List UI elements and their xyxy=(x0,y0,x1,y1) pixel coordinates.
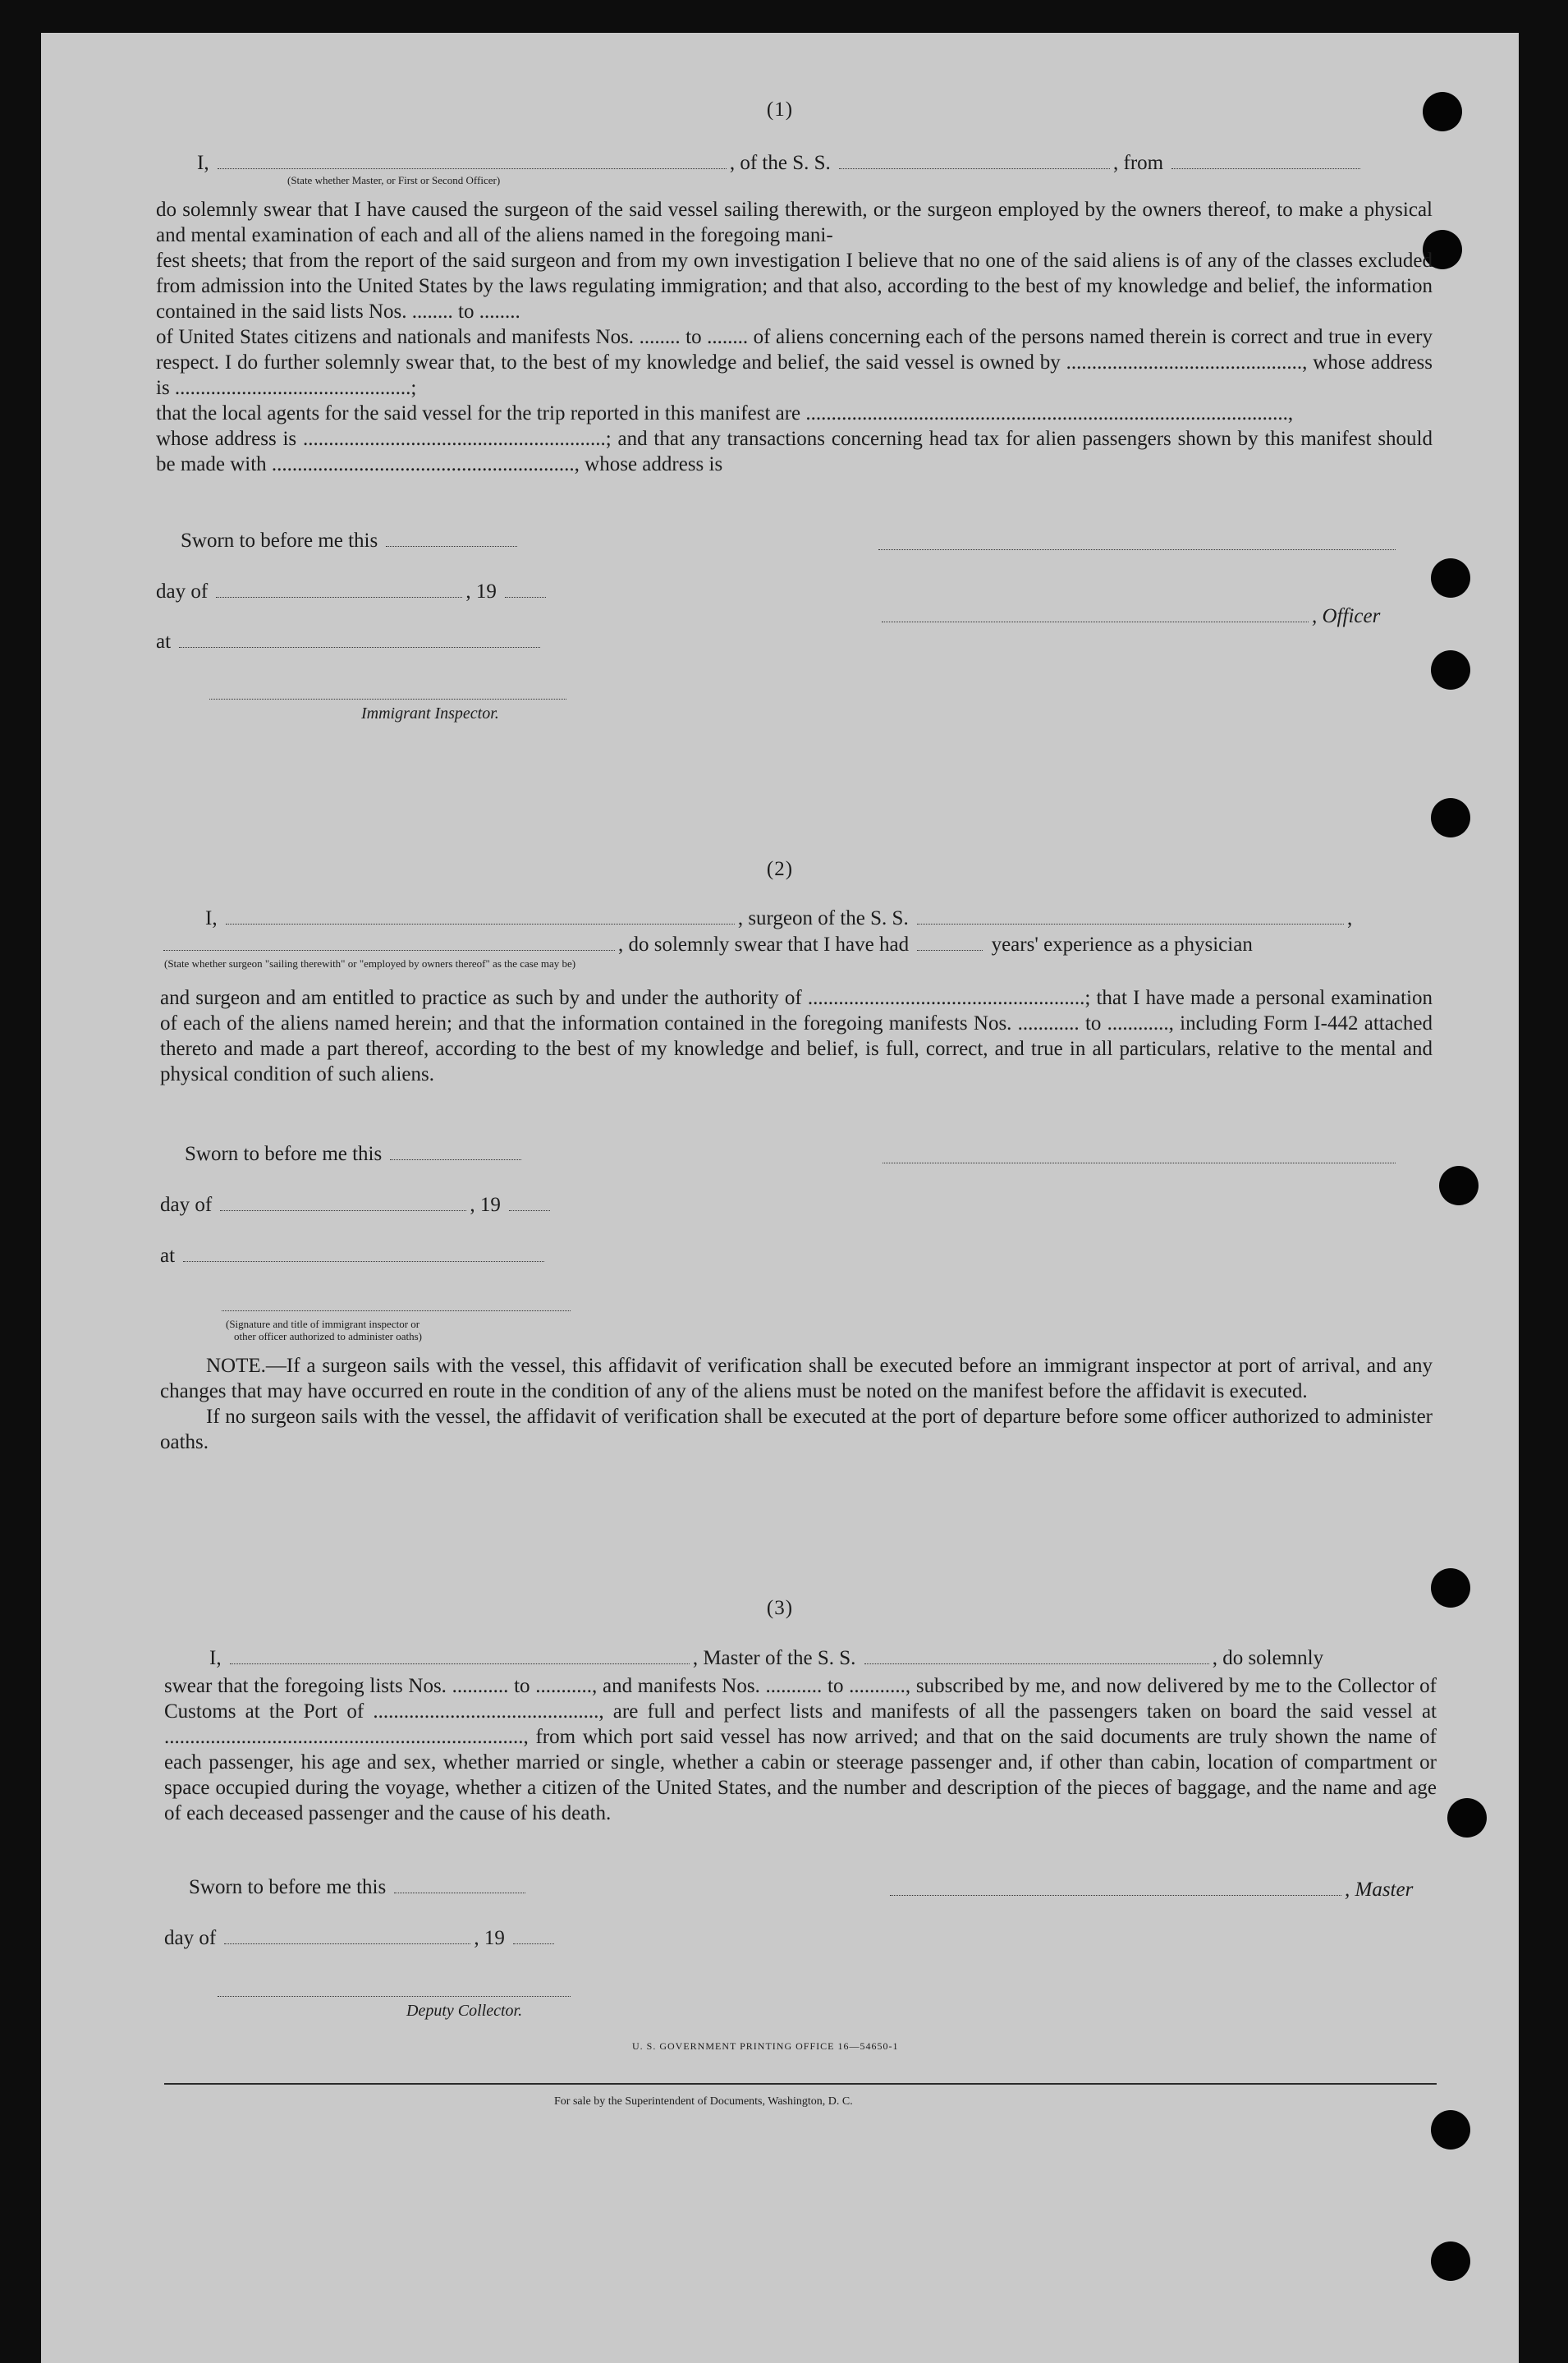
swear-label: , do solemnly xyxy=(1212,1647,1324,1669)
year-field[interactable] xyxy=(509,1194,550,1211)
master-name-field[interactable] xyxy=(230,1647,690,1664)
form-page xyxy=(41,33,1519,2363)
day-of-line xyxy=(160,1194,553,1217)
at-line xyxy=(156,631,543,654)
signature-caption-line-1: (Signature and title of immigrant inspector or xyxy=(226,1318,420,1330)
section-2-second-line xyxy=(160,934,1253,957)
officer-signature-line xyxy=(878,605,1380,628)
note-paragraph: If no surgeon sails with the vessel, the affidavit of verification shall be executed at the port of departure before some officer authorized to administer oaths. xyxy=(160,1406,1433,1453)
sworn-day-field[interactable] xyxy=(394,1876,525,1893)
master-signature-field[interactable] xyxy=(890,1879,1341,1896)
officer-label: , Officer xyxy=(1312,605,1381,627)
surgeon-vessel-field[interactable] xyxy=(917,907,1344,925)
sale-note: For sale by the Superintendent of Documents, Washington, D. C. xyxy=(554,2095,853,2108)
signature-line[interactable] xyxy=(878,548,1396,550)
day-of-label: day of xyxy=(164,1927,217,1949)
section-3-number: (3) xyxy=(766,1597,794,1619)
section-2-first-line: I, , surgeon of the S. S. , xyxy=(205,907,1353,929)
punch-hole xyxy=(1431,650,1470,690)
port-from-field[interactable] xyxy=(1171,152,1360,169)
section-3-first-line xyxy=(209,1647,1323,1670)
month-field[interactable] xyxy=(216,580,462,598)
sworn-line xyxy=(185,1143,525,1166)
punch-hole xyxy=(1447,1798,1487,1838)
section-3-body: swear that the foregoing lists Nos. ........... to ..........., and manifests Nos. ........... to ..........., subscribed by me, and now delivered by me to the Collector of Customs at the Port of ............................................, are full and perfect lists and manifests of all the passengers taken on board the said vessel at ......................................................................, from which port said vessel has now arrived; and that on the said documents are truly shown the name of each passenger, his age and sex, whether married or single, whether a cabin or steerage passenger and, if other than cabin, location of compartment or space occupied during the voyage, whether a citizen of the United States, and the number and description of the pieces of baggage, and the name and age of each deceased passenger and the cause of his death. xyxy=(164,1675,1437,1824)
at-field[interactable] xyxy=(179,631,540,648)
punch-hole xyxy=(1431,2110,1470,2150)
day-of-line xyxy=(164,1927,557,1950)
surgeon-label: , surgeon of the S. S. xyxy=(737,907,909,929)
officer-signature-field[interactable] xyxy=(882,605,1309,622)
body-line: fest sheets; that from the report of the said surgeon and from my own investigation I believe that no one of the said aliens is of any of the classes excluded from admission into the United States by the laws regulating immigration; and that also, according to the best of my knowledge and belief, the information contained in the said lists Nos. ........ to ........ xyxy=(156,250,1433,323)
year-label: , 19 xyxy=(470,1194,501,1216)
printing-office-note: U. S. GOVERNMENT PRINTING OFFICE 16—54650-1 xyxy=(632,2040,899,2052)
inspector-caption: Immigrant Inspector. xyxy=(361,704,499,723)
at-label: at xyxy=(160,1245,176,1267)
surgeon-name-field[interactable] xyxy=(226,907,735,925)
day-of-label: day of xyxy=(156,580,209,603)
year-field[interactable] xyxy=(505,580,546,598)
swear-label: , do solemnly swear that I have had xyxy=(618,934,910,956)
day-of-label: day of xyxy=(160,1194,213,1216)
sworn-day-field[interactable] xyxy=(386,530,517,547)
section-2-body: and surgeon and am entitled to practice as such by and under the authority of ......................................................; that I have made a personal examination of each of the aliens named herein; and that the information contained in the foregoing manifests Nos. ............ to ............, including Form I-442 attached thereto and made a part thereof, according to the best of my knowledge and belief, is full, correct, and true in all particulars, relative to the mental and physical condition of such aliens. xyxy=(160,987,1433,1085)
pronoun: I, xyxy=(205,907,218,929)
note-paragraph: NOTE.—If a surgeon sails with the vessel, this affidavit of verification shall be executed before an immigrant inspector at port of arrival, and any changes that may have occurred en route in the condition of any of the aliens must be noted on the manifest before the affidavit is executed. xyxy=(160,1355,1433,1402)
body-line: whose address is ...........................................................; and that any transactions concerning head tax for alien passengers shown by this manifest should be made with ..........................................................., whose address is xyxy=(156,428,1433,475)
section-2-number: (2) xyxy=(766,858,794,880)
signature-caption-line-2: other officer authorized to administer oaths) xyxy=(234,1330,422,1342)
at-line xyxy=(160,1245,548,1268)
year-field[interactable] xyxy=(513,1927,554,1944)
surgeon-caption: (State whether surgeon "sailing therewith" or "employed by owners thereof" as the case may be) xyxy=(164,957,576,970)
collector-signature-line[interactable] xyxy=(218,1995,571,1997)
sworn-line xyxy=(181,530,520,553)
punch-hole xyxy=(1439,1166,1479,1205)
signature-line[interactable] xyxy=(883,1162,1396,1163)
day-of-line xyxy=(156,580,549,603)
body-line: of United States citizens and nationals and manifests Nos. ........ to ........ of aliens concerning each of the persons named therein is correct and true in every respect. I do further solemnly swear that, to the best of my knowledge and belief, the said vessel is owned by .............................................., whose address is ..............................................; xyxy=(156,326,1433,399)
master-sig-label: , Master xyxy=(1345,1879,1414,1901)
section-1-first-line xyxy=(197,152,1364,175)
month-field[interactable] xyxy=(224,1927,470,1944)
master-label: , Master of the S. S. xyxy=(692,1647,856,1669)
section-1-body xyxy=(156,197,1433,477)
officer-caption: (State whether Master, or First or Second Officer) xyxy=(287,174,501,186)
body-line: that the local agents for the said vessel for the trip reported in this manifest are .............................................................................................., xyxy=(156,402,1294,424)
master-vessel-field[interactable] xyxy=(864,1647,1209,1664)
inspector-signature-line[interactable] xyxy=(222,1310,571,1311)
pronoun: I, xyxy=(209,1647,222,1669)
sworn-label: Sworn to before me this xyxy=(189,1876,387,1898)
punch-hole xyxy=(1431,2241,1470,2281)
years-label: years' experience as a physician xyxy=(991,934,1253,956)
punch-hole xyxy=(1431,558,1470,598)
master-signature-line xyxy=(887,1879,1413,1902)
punch-hole xyxy=(1431,798,1470,837)
sworn-label: Sworn to before me this xyxy=(185,1143,383,1165)
year-label: , 19 xyxy=(465,580,497,603)
section-2-note xyxy=(160,1353,1433,1455)
vessel-name-field[interactable] xyxy=(839,152,1110,169)
section-1-number: (1) xyxy=(766,99,794,121)
month-field[interactable] xyxy=(220,1194,466,1211)
surgeon-status-field[interactable] xyxy=(163,934,615,951)
sworn-line xyxy=(189,1876,529,1899)
at-label: at xyxy=(156,631,172,653)
of-ss-label: , of the S. S. xyxy=(729,152,831,174)
from-label: , from xyxy=(1113,152,1164,174)
year-label: , 19 xyxy=(474,1927,505,1949)
body-line: do solemnly swear that I have caused the surgeon of the said vessel sailing therewith, or the surgeon employed by the owners thereof, to make a physical and mental examination of each and all of the aliens named in the foregoing mani- xyxy=(156,199,1433,246)
pronoun: I, xyxy=(197,152,209,174)
sworn-label: Sworn to before me this xyxy=(181,530,378,552)
officer-name-field[interactable] xyxy=(218,152,727,169)
inspector-signature-line[interactable] xyxy=(209,698,566,700)
at-field[interactable] xyxy=(183,1245,544,1262)
footer-rule xyxy=(164,2083,1437,2085)
collector-caption: Deputy Collector. xyxy=(406,2002,523,2020)
sworn-day-field[interactable] xyxy=(390,1143,521,1160)
years-field[interactable] xyxy=(917,934,983,951)
